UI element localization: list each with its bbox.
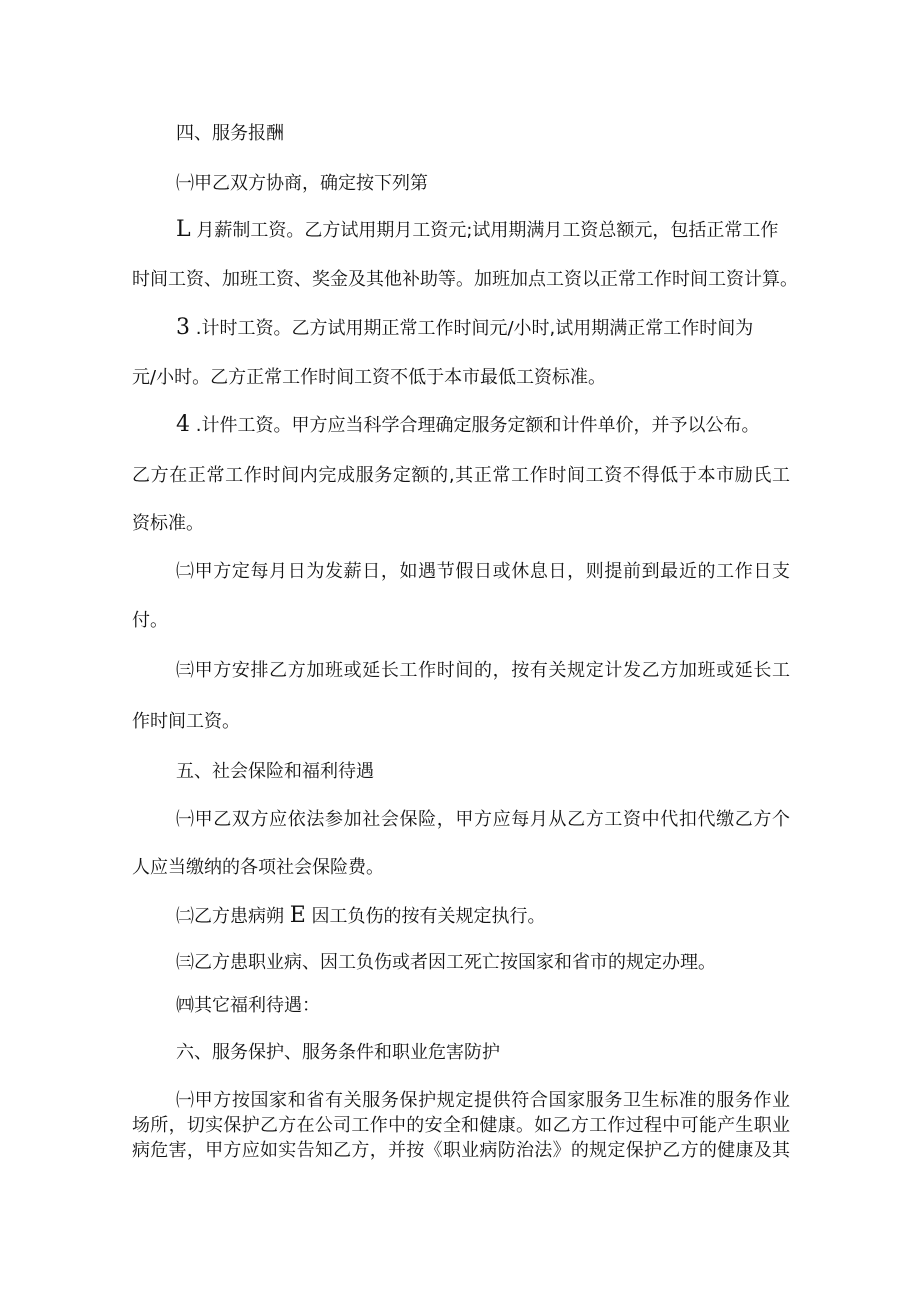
section-5-item-4: ㈣其它福利待遇： (176, 995, 320, 1016)
paragraph-line: 元/小时。乙方正常工作时间工资不低于本市最低工资标准。 (132, 367, 607, 388)
paragraph-line: 时间工资、加班工资、奖金及其他补助等。加班加点工资以正常工作时间工资计算。 (132, 269, 798, 290)
section-6-heading: 六、服务保护、服务条件和职业危害防护 (176, 1042, 500, 1063)
section-4-item-1: ㈠甲乙双方协商，确定按下列第 (176, 173, 428, 194)
item-number: L (176, 217, 191, 242)
paragraph-text: ㈡乙方患病朔 (176, 906, 284, 927)
section-4-item-2: ㈡甲方定每月日为发薪日，如遇节假日或休息日，则提前到最近的工作日支 (176, 561, 790, 582)
section-5-item-3: ㈢乙方患职业病、因工负伤或者因工死亡按国家和省市的规定办理。 (176, 952, 716, 973)
section-4-item-1-1 (176, 218, 790, 243)
paragraph-text: 月薪制工资。乙方试用期月工资元;试用期满月工资总额元，包括正常工作 (196, 220, 779, 241)
paragraph-text: .计时工资。乙方试用期正常工作时间元/小时,试用期满正常工作时间为 (195, 318, 754, 339)
section-5-item-2 (176, 904, 546, 929)
paragraph-line: 作时间工资。 (132, 711, 240, 732)
section-4-heading: 四、服务报酬 (176, 123, 284, 144)
paragraph-line: 人应当缴纳的各项社会保险费。 (132, 857, 384, 878)
item-number: 4 (176, 412, 190, 437)
paragraph-line: 乙方在正常工作时间内完成服务定额的,其正常工作时间工资不得低于本市励氏工 (132, 465, 790, 486)
paragraph-line: 场所，切实保护乙方在公司工作中的安全和健康。如乙方工作过程中可能产生职业 (132, 1115, 790, 1136)
section-4-item-1-4 (176, 413, 790, 438)
paragraph-line: 病危害，甲方应如实告知乙方，并按《职业病防治法》的规定保护乙方的健康及其 (132, 1140, 790, 1161)
section-4-item-1-3 (176, 316, 790, 341)
paragraph-text: .计件工资。甲方应当科学合理确定服务定额和计件单价，并予以公布。 (195, 415, 760, 436)
item-number: 3 (176, 315, 190, 340)
ocr-mark: E (289, 903, 306, 928)
section-5-heading: 五、社会保险和福利待遇 (176, 761, 374, 782)
section-5-item-1: ㈠甲乙双方应依法参加社会保险，甲方应每月从乙方工资中代扣代缴乙方个 (176, 809, 790, 830)
section-6-item-1: ㈠甲方按国家和省有关服务保护规定提供符合国家服务卫生标准的服务作业 (176, 1090, 790, 1111)
paragraph-line: 付。 (132, 610, 168, 631)
section-4-item-3: ㈢甲方安排乙方加班或延长工作时间的，按有关规定计发乙方加班或延长工 (176, 660, 790, 681)
paragraph-text: 因工负伤的按有关规定执行。 (311, 906, 546, 927)
paragraph-line: 资标准。 (132, 513, 204, 534)
